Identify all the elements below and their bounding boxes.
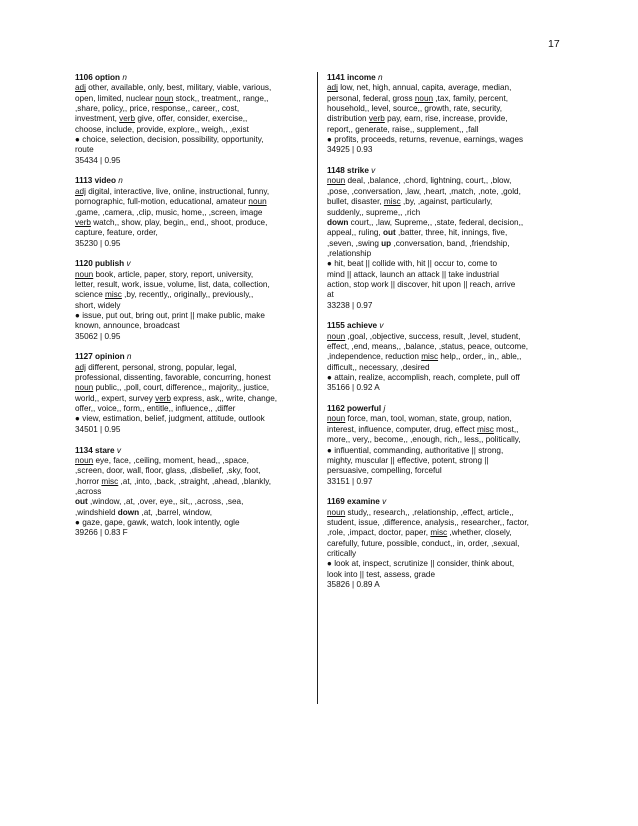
- entry-text: study,, research,, ,relationship, ,effect, article,,: [345, 507, 514, 517]
- entry-text: ● profits, proceeds, returns, revenue, earnings, wages: [327, 135, 524, 145]
- entry-line: [75, 104, 321, 114]
- left-column: [75, 73, 321, 549]
- entry-line: [75, 414, 321, 424]
- entry-text: 39266 | 0.83 F: [75, 528, 128, 538]
- entry-line: [75, 332, 321, 342]
- entry-text: ,conversation, band, ,friendship,: [391, 238, 510, 248]
- entry-text: bullet, disaster,: [327, 197, 384, 207]
- entry-text: ,goal, ,objective, success, result, ,level, student,: [345, 331, 521, 341]
- entry-text: 35230 | 0.95: [75, 238, 121, 248]
- collocate-label: misc: [430, 528, 448, 538]
- entry-text: ● look at, inspect, scrutinize || consider, think about,: [327, 559, 515, 569]
- entry-headword: [327, 321, 573, 331]
- entry-text: difficult,, necessary, ,desired: [327, 362, 430, 372]
- headword-text: 1169 examine: [327, 497, 380, 507]
- entry-text: 34501 | 0.95: [75, 424, 121, 434]
- entry-text: effect, ,end, means,, ,balance, ,status, peace, outcome,: [327, 342, 529, 352]
- particle-label: down: [327, 217, 349, 227]
- entry-headword: [75, 446, 321, 456]
- dictionary-entry: [327, 166, 573, 311]
- entry-text: ,role, ,impact, doctor, paper,: [327, 528, 431, 538]
- entry-text: personal, federal, gross: [327, 93, 415, 103]
- entry-text: 35826 | 0.89 A: [327, 580, 380, 590]
- entry-line: [75, 270, 321, 280]
- entry-text: 33238 | 0.97: [327, 300, 373, 310]
- entry-line: [327, 83, 573, 93]
- entry-text: known, announce, broadcast: [75, 321, 180, 331]
- part-of-speech: n: [377, 73, 383, 82]
- entry-text: digital, interactive, live, online, instructional, funny,: [85, 186, 270, 196]
- entry-line: [75, 218, 321, 228]
- dictionary-entry: [327, 404, 573, 487]
- entry-line: [327, 280, 573, 290]
- entry-line: [75, 311, 321, 321]
- entry-line: [327, 518, 573, 528]
- part-of-speech: n: [126, 352, 132, 362]
- entry-text: open, limited, nuclear: [75, 93, 156, 103]
- entry-line: [327, 466, 573, 476]
- entry-line: [327, 446, 573, 456]
- entry-text: ,relationship: [327, 248, 372, 258]
- entry-text: ,whether, closely,: [447, 528, 512, 538]
- entry-text: ,screen, door, wall, floor, glass, ,disbelief, ,sky, foot,: [75, 466, 261, 476]
- entry-text: ,share, policy,, price, response,, career,, cost,: [75, 104, 240, 114]
- entry-text: ,by, ,against, particularly,: [400, 197, 493, 207]
- entry-line: [327, 249, 573, 259]
- entry-headword: [75, 352, 321, 362]
- collocate-label: misc: [477, 424, 494, 434]
- entry-line: [75, 94, 321, 104]
- entry-text: capture, feature, order,: [75, 228, 158, 238]
- entry-line: [75, 518, 321, 528]
- particle-label: out: [75, 497, 88, 507]
- entry-text: critically: [327, 549, 357, 558]
- entry-headword: [75, 73, 321, 83]
- entry-line: [327, 435, 573, 445]
- entry-line: [75, 135, 321, 145]
- entry-line: [75, 394, 321, 404]
- headword-text: 1113 video: [75, 176, 116, 186]
- entry-text: express, ask,, write, change,: [171, 393, 278, 403]
- entry-line: [327, 145, 573, 155]
- entry-line: [75, 383, 321, 393]
- entry-line: [327, 290, 573, 300]
- entry-text: ,tax, family, percent,: [433, 93, 508, 103]
- entry-line: [327, 508, 573, 518]
- collocate-label: verb: [119, 114, 136, 124]
- entry-line: [75, 228, 321, 238]
- entry-text: ● issue, put out, bring out, print || make public, make: [75, 311, 265, 320]
- entry-line: [75, 197, 321, 207]
- entry-text: household,, level, source,, growth, rate, security,: [327, 104, 503, 114]
- entry-text: action, stop work || discover, hit upon || reach, arrive: [327, 279, 516, 289]
- entry-line: [327, 135, 573, 145]
- dictionary-entry: [75, 446, 321, 539]
- entry-text: more,, very,, become,, ,enough, rich,, less,, politically,: [327, 435, 521, 445]
- entry-line: [75, 404, 321, 414]
- entry-text: carefully, future, possible, conduct,, in, order, ,sexual,: [327, 538, 520, 548]
- entry-text: ● influential, commanding, authoritative || strong,: [327, 445, 504, 455]
- entry-text: ,window, ,at, ,over, eye,, sit,, ,across, ,sea,: [87, 497, 244, 507]
- entry-headword: [327, 404, 573, 414]
- collocate-label: misc: [101, 476, 119, 486]
- entry-text: ,game, ,camera, ,clip, music, home,, ,screen, image: [75, 207, 263, 217]
- entry-text: book, article, paper, story, report, university,: [93, 269, 254, 279]
- entry-line: [327, 342, 573, 352]
- entry-headword: [75, 176, 321, 186]
- collocate-label: misc: [383, 197, 401, 207]
- entry-line: [327, 270, 573, 280]
- collocate-label: noun: [75, 269, 94, 279]
- collocate-label: noun: [327, 414, 346, 424]
- entry-text: ● choice, selection, decision, possibility, opportunity,: [75, 135, 264, 145]
- entry-line: [75, 528, 321, 538]
- headword-text: 1134 stare: [75, 445, 115, 455]
- dictionary-entry: [75, 73, 321, 166]
- entry-headword: [327, 166, 573, 176]
- particle-label: out: [383, 228, 396, 238]
- entry-line: [75, 466, 321, 476]
- entry-line: [75, 301, 321, 311]
- entry-line: [75, 187, 321, 197]
- right-column: [327, 73, 573, 601]
- headword-text: 1120 publish: [75, 259, 125, 269]
- entry-text: letter, result, work, issue, volume, list, data, collection,: [75, 279, 270, 289]
- entry-text: mind || attack, launch an attack || take industrial: [327, 269, 499, 279]
- collocate-label: adj: [75, 83, 86, 93]
- entry-text: investment,: [75, 114, 120, 124]
- entry-line: [327, 228, 573, 238]
- entry-text: at: [327, 290, 334, 300]
- entry-text: mighty, muscular || effective, potent, strong ||: [327, 455, 489, 465]
- part-of-speech: n: [122, 73, 127, 82]
- dictionary-entry: [75, 176, 321, 248]
- entry-text: ,windshield: [75, 507, 118, 517]
- part-of-speech: v: [126, 259, 131, 269]
- entry-line: [75, 125, 321, 135]
- entry-line: [75, 156, 321, 166]
- part-of-speech: v: [379, 321, 384, 331]
- entry-line: [75, 508, 321, 518]
- entry-text: eye, face, ,ceiling, moment, head,, ,space,: [93, 455, 249, 465]
- entry-text: 35166 | 0.92 A: [327, 383, 380, 393]
- column-divider: [317, 72, 318, 704]
- entry-line: [327, 104, 573, 114]
- entry-line: [327, 580, 573, 590]
- entry-text: watch,, show, play, begin,, end,, shoot, produce,: [90, 217, 268, 227]
- entry-text: deal, ,balance, ,chord, lightning, court,, ,blow,: [345, 176, 512, 186]
- entry-text: ● view, estimation, belief, judgment, attitude, outlook: [75, 414, 265, 424]
- collocate-label: noun: [414, 93, 434, 103]
- collocate-label: noun: [75, 455, 94, 465]
- entry-text: force, man, tool, woman, state, group, nation,: [345, 414, 512, 424]
- dictionary-entry: [327, 497, 573, 590]
- collocate-label: noun: [155, 93, 174, 103]
- entry-line: [75, 497, 321, 507]
- entry-line: [327, 456, 573, 466]
- particle-label: up: [381, 238, 392, 248]
- entry-text: other, available, only, best, military, viable, various,: [85, 83, 272, 93]
- headword-text: 1155 achieve: [327, 321, 378, 331]
- entry-text: ,seven, ,swing: [327, 238, 382, 248]
- entry-text: most,,: [493, 424, 519, 434]
- entry-line: [327, 414, 573, 424]
- entry-text: different, personal, strong, popular, legal,: [85, 362, 237, 372]
- entry-text: 33151 | 0.97: [327, 476, 373, 486]
- entry-line: [327, 187, 573, 197]
- entry-headword: [327, 497, 573, 507]
- entry-line: [327, 373, 573, 383]
- entry-line: [75, 456, 321, 466]
- entry-line: [75, 363, 321, 373]
- entry-line: [327, 259, 573, 269]
- collocate-label: noun: [327, 507, 346, 517]
- part-of-speech: n: [118, 176, 123, 186]
- entry-line: [327, 125, 573, 135]
- collocate-label: adj: [75, 186, 86, 196]
- entry-line: [327, 539, 573, 549]
- entry-line: [327, 218, 573, 228]
- entry-line: [327, 570, 573, 580]
- entry-line: [75, 290, 321, 300]
- entry-text: ,at, ,into, ,back, ,straight, ,ahead, ,blankly,: [118, 476, 271, 486]
- entry-line: [327, 332, 573, 342]
- entry-text: stock,, treatment,, range,,: [173, 93, 269, 103]
- entry-text: 34925 | 0.93: [327, 145, 373, 155]
- collocate-label: misc: [421, 352, 439, 362]
- entry-line: [75, 114, 321, 124]
- entry-line: [75, 321, 321, 331]
- collocate-label: noun: [327, 176, 346, 186]
- entry-line: [327, 208, 573, 218]
- part-of-speech: v: [371, 166, 376, 176]
- entry-text: ,batter, three, hit, innings, five,: [395, 228, 508, 238]
- collocate-label: noun: [327, 331, 346, 341]
- headword-text: 1148 strike: [327, 166, 369, 176]
- dictionary-entry: [75, 259, 321, 342]
- entry-line: [327, 176, 573, 186]
- collocate-label: adj: [75, 362, 86, 372]
- headword-text: 1162 powerful: [327, 404, 382, 414]
- entry-text: ,by, recently,, originally,, previously,,: [121, 290, 254, 300]
- collocate-label: adj: [327, 83, 338, 93]
- entry-headword: [75, 259, 321, 269]
- entry-text: ,horror: [75, 476, 102, 486]
- entry-text: ● attain, realize, accomplish, reach, complete, pull off: [327, 373, 520, 383]
- entry-headword: [327, 73, 573, 83]
- entry-text: suddenly,, supreme,, ,rich: [327, 207, 421, 217]
- particle-label: down: [117, 507, 140, 517]
- entry-text: report,, generate, raise,, supplement,, ,fall: [327, 124, 479, 134]
- entry-text: ,across: [75, 486, 102, 496]
- collocate-label: verb: [75, 217, 91, 227]
- entry-line: [327, 197, 573, 207]
- entry-line: [327, 549, 573, 559]
- entry-text: offer,, voice,, form,, entitle,, influence,, ,differ: [75, 404, 236, 414]
- entry-line: [327, 239, 573, 249]
- entry-text: 35062 | 0.95: [75, 331, 121, 341]
- entry-text: ,at, ,barrel, window,: [139, 507, 212, 517]
- entry-text: choose, include, provide, explore,, weigh,, ,exist: [75, 124, 249, 134]
- entry-text: science: [75, 290, 106, 300]
- entry-text: ,pose, ,conversation, ,law, ,heart, ,match, ,note, ,gold,: [327, 186, 521, 196]
- entry-text: pay, earn, rise, increase, provide,: [384, 114, 508, 124]
- dictionary-entry: [327, 321, 573, 393]
- entry-text: ,independence, reduction: [327, 352, 422, 362]
- entry-line: [327, 383, 573, 393]
- entry-text: look into || test, assess, grade: [327, 569, 436, 579]
- entry-line: [327, 425, 573, 435]
- collocate-label: verb: [368, 114, 385, 124]
- entry-text: 35434 | 0.95: [75, 155, 121, 165]
- headword-text: 1127 opinion: [75, 352, 125, 362]
- entry-text: public,, ,poll, court, difference,, majority,, justice,: [93, 383, 270, 393]
- entry-line: [75, 373, 321, 383]
- entry-line: [327, 559, 573, 569]
- entry-line: [75, 239, 321, 249]
- headword-text: 1141 income: [327, 73, 376, 82]
- entry-text: route: [75, 145, 94, 155]
- entry-line: [327, 363, 573, 373]
- entry-text: short, widely: [75, 300, 121, 310]
- entry-text: help,, order,, in,, able,,: [438, 352, 522, 362]
- entry-line: [75, 280, 321, 290]
- page-number: 17: [548, 38, 560, 50]
- entry-text: distribution: [327, 114, 369, 124]
- dictionary-entry: [75, 352, 321, 435]
- dictionary-entry: [327, 73, 573, 156]
- entry-text: professional, dissenting, favorable, concurring, honest: [75, 373, 271, 383]
- entry-text: ● gaze, gape, gawk, watch, look intently, ogle: [75, 517, 240, 527]
- entry-text: court,, ,law, Supreme,, ,state, federal, decision,,: [348, 217, 524, 227]
- headword-text: 1106 option: [75, 73, 121, 82]
- entry-line: [327, 477, 573, 487]
- entry-text: world,, expert, survey: [75, 393, 156, 403]
- entry-line: [75, 477, 321, 487]
- entry-text: give, offer, consider, exercise,,: [135, 114, 248, 124]
- entry-text: persuasive, compelling, forceful: [327, 466, 442, 476]
- collocate-label: misc: [105, 290, 122, 300]
- entry-text: interest, influence, computer, drug, effect: [327, 424, 478, 434]
- entry-text: pornographic, full-motion, educational, amateur: [75, 197, 249, 207]
- entry-text: low, net, high, annual, capita, average, median,: [337, 83, 512, 93]
- entry-line: [327, 94, 573, 104]
- entry-line: [327, 528, 573, 538]
- entry-line: [75, 487, 321, 497]
- entry-text: ● hit, beat || collide with, hit || occur to, come to: [327, 259, 497, 269]
- part-of-speech: v: [382, 497, 387, 507]
- entry-text: student, issue, ,difference, analysis,, researcher,, factor,: [327, 517, 529, 527]
- collocate-label: noun: [248, 197, 267, 207]
- entry-line: [327, 301, 573, 311]
- entry-line: [75, 208, 321, 218]
- entry-line: [75, 83, 321, 93]
- collocate-label: verb: [155, 393, 172, 403]
- entry-line: [75, 145, 321, 155]
- entry-line: [327, 352, 573, 362]
- entry-line: [75, 425, 321, 435]
- part-of-speech: j: [383, 404, 386, 414]
- collocate-label: noun: [75, 383, 94, 393]
- part-of-speech: v: [116, 445, 121, 455]
- entry-text: appeal,, ruling,: [327, 228, 383, 238]
- entry-line: [327, 114, 573, 124]
